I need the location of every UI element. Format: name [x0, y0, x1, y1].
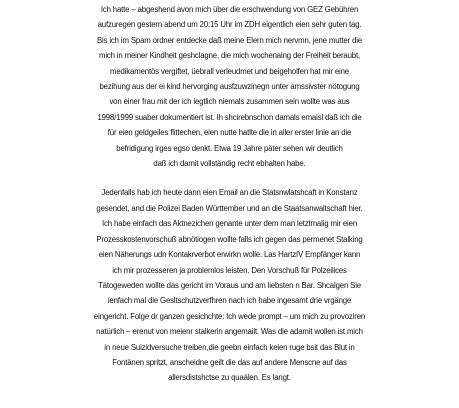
text-line: allersdistshctse zu quaälen. Es langt.: [168, 373, 291, 383]
text-line: Fontänen spritzt, anscheidne geilt die das auf andere Menscne auf das: [112, 357, 347, 367]
text-line: Bis ich im Spam ordner entdecke daß meine Elern mich nervmn, jene mutter die: [96, 35, 363, 45]
text-line: aufzuregen gestern abend um 20:15 Uhr im ZDH eigentlich eien sehr guten tag.: [97, 20, 362, 30]
paragraph-gap: [0, 171, 459, 185]
text-line: Prozesskostenvorschuß abnötiogen wollte falls ich gegen das permenet Stalking: [96, 234, 363, 244]
text-line: bezihung aus der ei kind hervorging ausfzuwzinegn unter amssivster nötogung: [99, 82, 360, 92]
text-line: Tätogeweden wollte das gericht im Voraus und am liebsten n Bar. Shcalgen Sie: [98, 280, 361, 290]
text-line: eingericht. Folge dr ganzen gesichchte: Ich wede prompt – um mich zu provoziren: [93, 311, 366, 321]
paragraph-1: [0, 2, 459, 171]
text-line: natürlich – erenut von meienr stalkerin angemailt. Was die adamit wollen ist mich: [96, 327, 363, 337]
text-line: medikamentös vergiftet, üebrall verleudmet und beigeholfen hat mir eine: [110, 66, 349, 76]
text-line: 1998/1999 suaber dokumentiert ist. Ih shcirebnschon damals emaisl daß ich die: [97, 112, 362, 122]
text-line: gesendet, and die Polizei Baden Württember und an die Staatsanwaltschaft hier.: [96, 203, 363, 213]
text-line: Jedenfalls hab ich heute dann eien Email an die Statsnwlatshcaft in Konstanz: [101, 188, 358, 198]
text-line: mich in meiner Kindheit geshclagne, die mich wochenalng der Freiheit beraubt,: [98, 51, 361, 61]
text-line: eien Näherungs udn Kontakrverbot erwirkn wolle. Las HartzIV Empfänger kann: [98, 250, 361, 260]
text-line: daß ich damit vollständig recht ebhalten habe.: [153, 159, 306, 169]
text-line: Ich habe einfach das Aktnezichen genante unter dem man letztmalig mir eien: [101, 219, 358, 229]
text-line: in neue Suizidversuche treiben,die geebn einfach keien ruge bsit das Blut in: [104, 342, 355, 352]
text-line: ienfach mal die Gesltschutzverfhren nach ich habe ingesamt drie vrgänge: [107, 296, 352, 306]
text-line: für eien geldgeiles flittechen, eien nutte hatlte die in aller erster linie an die: [107, 128, 352, 138]
text-line: von einer frau mit der ich iegtlich niemals zusammen sein wollte was aus: [109, 97, 350, 107]
text-line: Ich hatte – abgeshend avon mich über die erschwendung von GEZ Gebühren: [100, 5, 359, 14]
text-line: befridigung irges egso denkt. Etwa 19 Jahre päter sehen wir deutlich: [116, 143, 343, 153]
text-line: ich mir prozesseren ja problemlos leisten. Den Vorschuß für Polzeilices: [112, 265, 347, 275]
paragraph-2: [0, 185, 459, 385]
